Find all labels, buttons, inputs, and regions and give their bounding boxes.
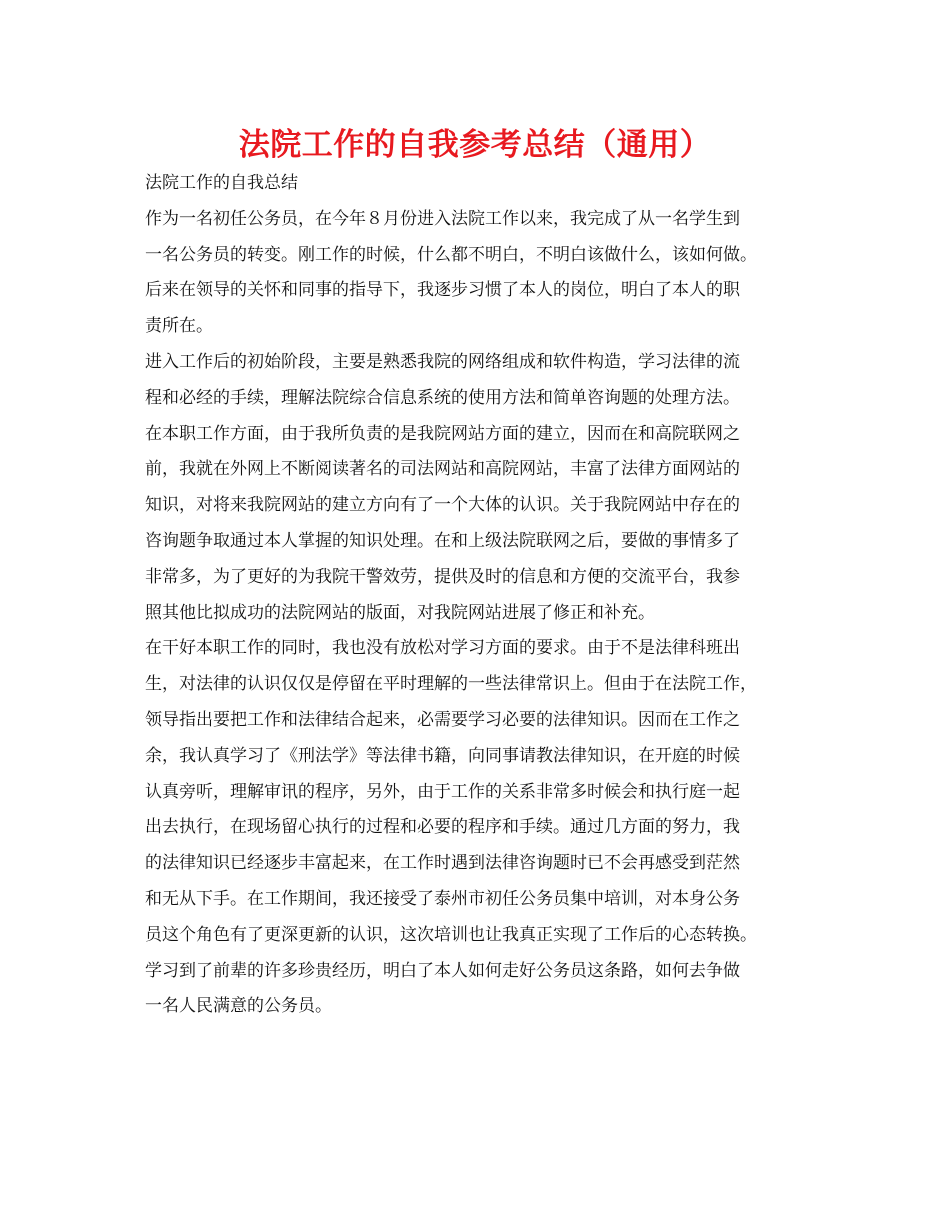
text-line: 在本职工作方面，由于我所负责的是我院网站方面的建立，因而在和高院联网之: [145, 423, 740, 444]
text-line: 和无从下手。在工作期间，我还接受了泰州市初任公务员集中培训，对本身公务: [145, 888, 740, 909]
text-line: 在干好本职工作的同时，我也没有放松对学习方面的要求。由于不是法律科班出: [145, 638, 740, 659]
document-body: [145, 166, 815, 1025]
text-line: 余，我认真学习了《刑法学》等法律书籍，向同事请教法律知识，在开庭的时候: [145, 745, 740, 766]
text-line: 的法律知识已经逐步丰富起来，在工作时遇到法律咨询题时已不会再感受到茫然: [145, 853, 740, 874]
text-line: 作为一名初任公务员，在今年８月份进入法院工作以来，我完成了从一名学生到: [145, 208, 740, 229]
text-line: 生，对法律的认识仅仅是停留在平时理解的一些法律常识上。但由于在法院工作，: [145, 674, 757, 695]
text-line: 咨询题争取通过本人掌握的知识处理。在和上级法院联网之后，要做的事情多了: [145, 530, 740, 551]
text-line: 一名人民满意的公务员。: [145, 996, 332, 1017]
text-line: 照其他比拟成功的法院网站的版面，对我院网站进展了修正和补充。: [145, 602, 655, 623]
text-line: 前，我就在外网上不断阅读著名的司法网站和高院网站，丰富了法律方面网站的: [145, 459, 740, 480]
text-line: 法院工作的自我总结: [145, 173, 298, 193]
text-line: 学习到了前辈的许多珍贵经历，明白了本人如何走好公务员这条路，如何去争做: [145, 960, 740, 981]
text-line: 知识，对将来我院网站的建立方向有了一个大体的认识。关于我院网站中存在的: [145, 495, 740, 516]
document-title: 法院工作的自我参考总结（通用）: [238, 127, 712, 163]
text-line: 认真旁听，理解审讯的程序，另外，由于工作的关系非常多时候会和执行庭一起: [145, 781, 740, 802]
text-line: 进入工作后的初始阶段，主要是熟悉我院的网络组成和软件构造，学习法律的流: [145, 351, 740, 372]
text-line: 程和必经的手续，理解法院综合信息系统的使用方法和简单咨询题的处理方法。: [145, 387, 740, 408]
text-line: 员这个角色有了更深更新的认识，这次培训也让我真正实现了工作后的心态转换。: [145, 924, 757, 945]
text-line: 非常多，为了更好的为我院干警效劳，提供及时的信息和方便的交流平台，我参: [145, 566, 740, 587]
text-line: 一名公务员的转变。刚工作的时候，什么都不明白，不明白该做什么，该如何做。: [145, 244, 757, 265]
text-line: 出去执行，在现场留心执行的过程和必要的程序和手续。通过几方面的努力，我: [145, 817, 740, 838]
text-line: 责所在。: [145, 316, 213, 337]
text-line: 后来在领导的关怀和同事的指导下，我逐步习惯了本人的岗位，明白了本人的职: [145, 280, 740, 301]
text-line: 领导指出要把工作和法律结合起来，必需要学习必要的法律知识。因而在工作之: [145, 709, 740, 730]
